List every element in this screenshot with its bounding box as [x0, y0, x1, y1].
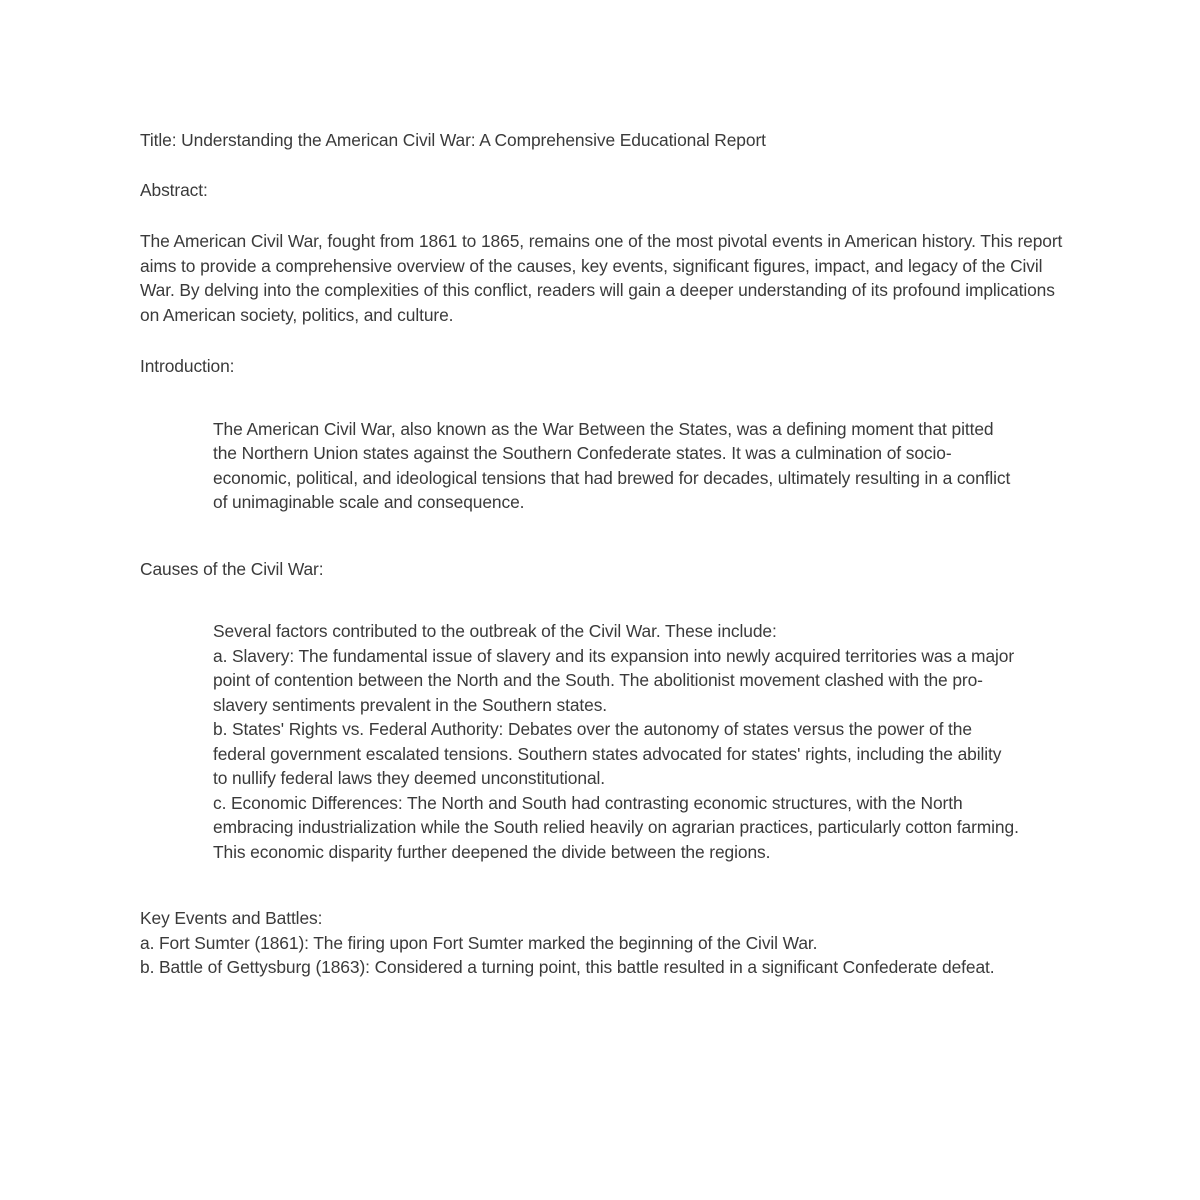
key-events-section	[140, 906, 1070, 980]
abstract-heading: Abstract:	[140, 179, 208, 200]
abstract-paragraph: The American Civil War, fought from 1861 to 1865, remains one of the most pivotal events in American history. This report aims to provide a comprehensive overview of the causes, key events, significant figures, impact, and legacy of the Civil War. By delving into the complexities of this conflict, readers will gain a deeper understanding of its profound implications on American society, politics, and culture.	[140, 231, 1063, 325]
introduction-heading: Introduction:	[140, 356, 235, 376]
list-item: a. Slavery: The fundamental issue of slavery and its expansion into newly acquired territories was a major point of contention between the North and the South. The abolitionist movement clashed with the pro-slavery sentiments prevalent in the Southern states.	[213, 645, 1015, 715]
document-page	[140, 128, 1070, 980]
introduction-paragraph: The American Civil War, also known as the War Between the States, was a defining moment that pitted the Northern Union states against the Southern Confederate states. It was a culmination of socio-economic, political, and ideological tensions that had brewed for decades, ultimately resulting in a conflict of unimaginable scale and consequence.	[213, 418, 1011, 512]
causes-heading: Causes of the Civil War:	[140, 558, 324, 579]
list-item: a. Fort Sumter (1861): The firing upon Fort Sumter marked the beginning of the Civil War.	[140, 932, 818, 953]
key-events-heading: Key Events and Battles:	[140, 908, 323, 928]
list-item: c. Economic Differences: The North and South had contrasting economic structures, with the North embracing industrialization while the South relied heavily on agrarian practices, particularly cotton farming. This economic disparity further deepened the divide between the regions.	[213, 792, 1019, 862]
list-item: b. States' Rights vs. Federal Authority: Debates over the autonomy of states versus the power of the federal government escalated tensions. Southern states advocated for states' rights, including the ability to nullify federal laws they deemed unconstitutional.	[213, 719, 1002, 788]
causes-intro: Several factors contributed to the outbreak of the Civil War. These include:	[213, 621, 777, 641]
list-item: b. Battle of Gettysburg (1863): Considered a turning point, this battle resulted in a significant Confederate defeat.	[140, 957, 995, 977]
causes-list	[140, 619, 1070, 864]
document-title: Title: Understanding the American Civil War: A Comprehensive Educational Report	[140, 130, 766, 150]
